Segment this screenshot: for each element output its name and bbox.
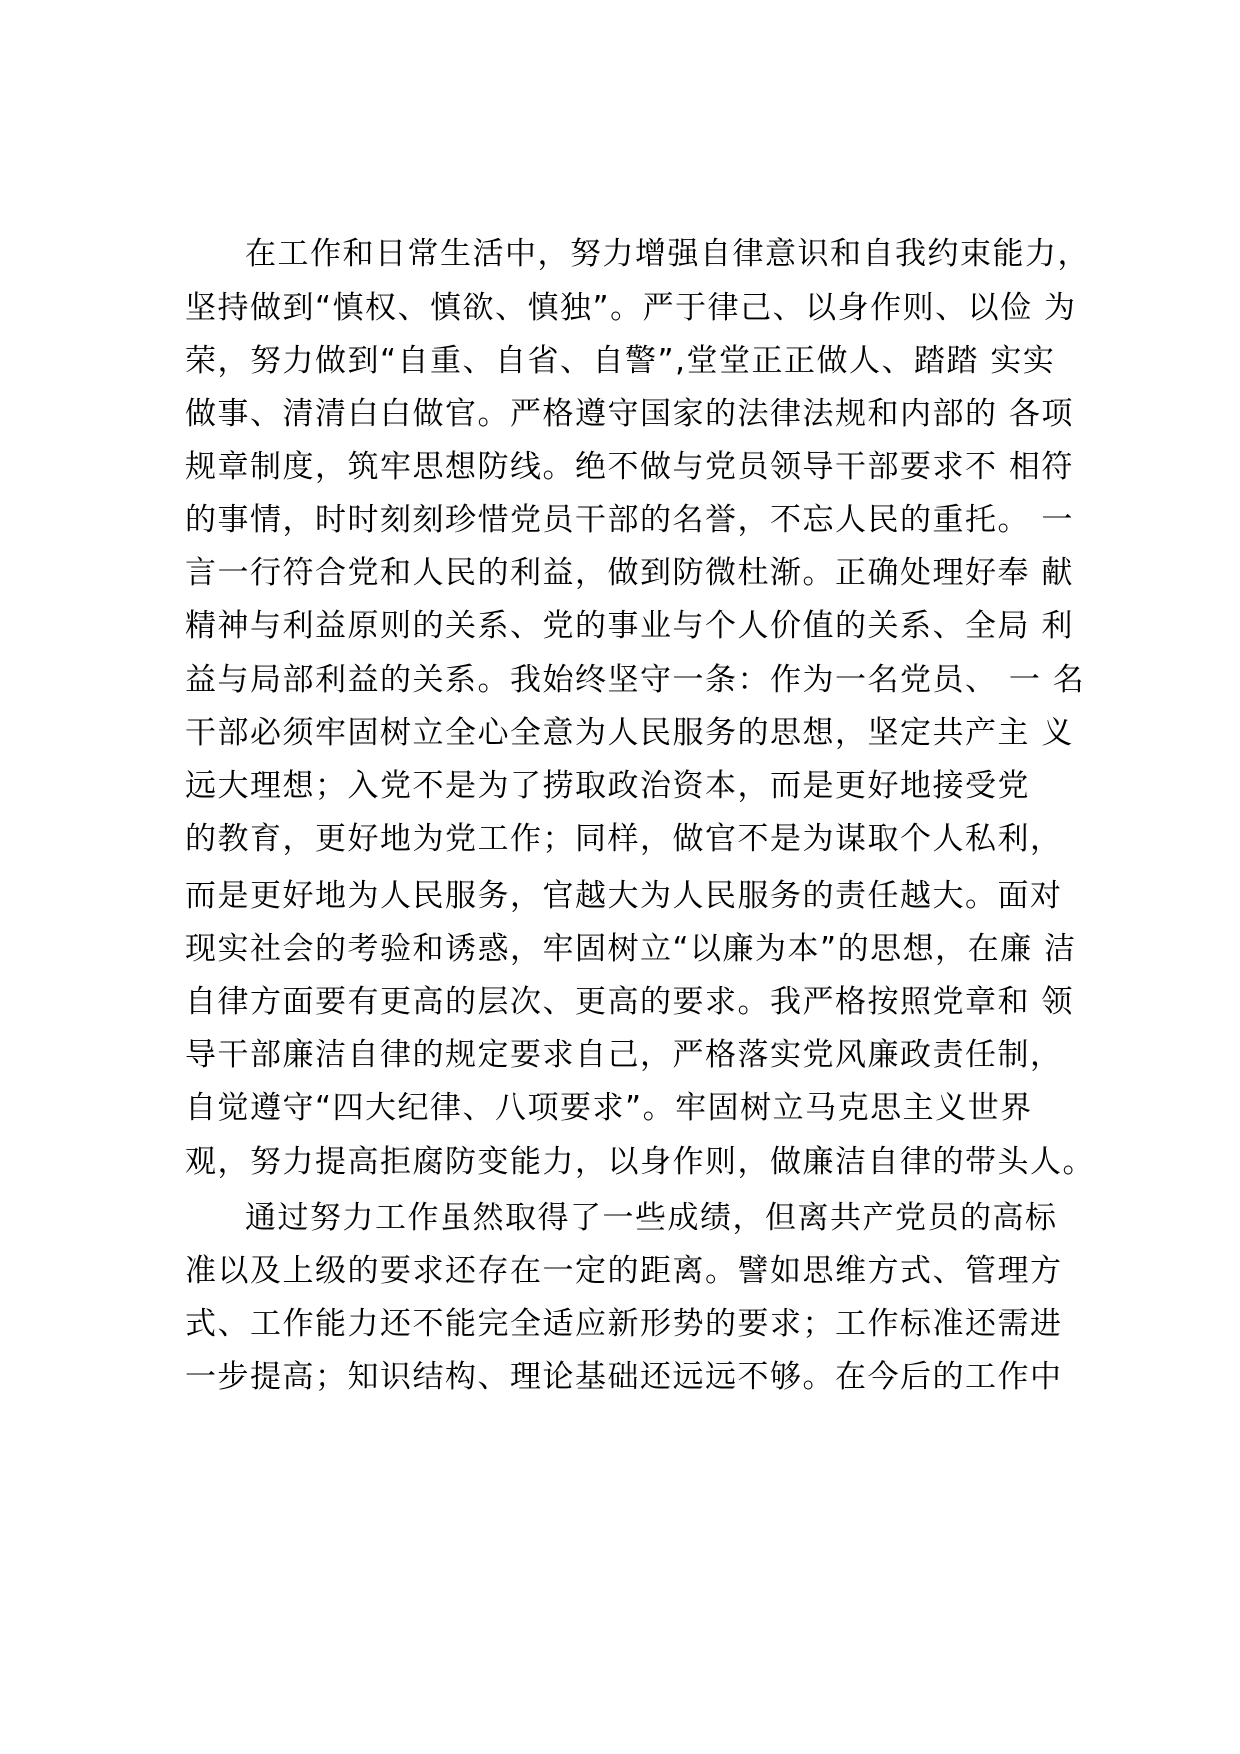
paragraph-1-line-17: 自觉遵守“四大纪律、八项要求”。牢固树立马克思主义世界 [185,1090,1033,1126]
paragraph-1-line-6: 的事情，时时刻刻珍惜党员干部的名誉，不忘人民的重托。 一 [185,502,1074,538]
paragraph-1-line-7: 言一行符合党和人民的利益，做到防微杜渐。正确处理好奉 献 [185,555,1074,591]
paragraph-1-line-13: 而是更好地为人民服务，官越大为人民服务的责任越大。面对 [185,878,1063,914]
paragraph-1-line-1: 在工作和日常生活中，努力增强自律意识和自我约束能力， [245,236,1090,272]
paragraph-2-line-2: 准以及上级的要求还存在一定的距离。譬如思维方式、管理方 [185,1253,1063,1289]
paragraph-1-line-5: 规章制度，筑牢思想防线。绝不做与党员领导干部要求不 相符 [185,449,1074,485]
paragraph-1-line-8: 精神与利益原则的关系、党的事业与个人价值的关系、全局 利 [185,608,1074,644]
paragraph-1-line-16: 导干部廉洁自律的规定要求自己，严格落实党风廉政责任制， [185,1037,1063,1073]
paragraph-1-line-3: 荣，努力做到“自重、自省、自警”,堂堂正正做人、踏踏 实实 [185,343,1056,379]
paragraph-1-line-9: 益与局部利益的关系。我始终坚守一条：作为一名党员、 一 名 [185,662,1086,698]
paragraph-2-line-3: 式、工作能力还不能完全适应新形势的要求；工作标准还需进 [185,1306,1063,1342]
paragraph-2-line-1: 通过努力工作虽然取得了一些成绩，但离共产党员的高标 [245,1200,1058,1236]
paragraph-1-line-2: 坚持做到“慎权、慎欲、慎独”。严于律己、以身作则、以俭 为 [185,290,1077,326]
paragraph-1-line-14: 现实社会的考验和诱惑，牢固树立“以廉为本”的思想，在廉 洁 [185,931,1077,967]
paragraph-1-line-10: 干部必须牢固树立全心全意为人民服务的思想，坚定共产主 义 [185,715,1074,751]
paragraph-1-line-15: 自律方面要有更高的层次、更高的要求。我严格按照党章和 领 [185,984,1074,1020]
paragraph-1-line-12: 的教育，更好地为党工作；同样，做官不是为谋取个人私利， [185,821,1063,857]
paragraph-1-line-11: 远大理想；入党不是为了捞取政治资本，而是更好地接受党 [185,768,1030,804]
paragraph-1-line-4: 做事、清清白白做官。严格遵守国家的法律法规和内部的 各项 [185,396,1074,432]
paragraph-2-line-4: 一步提高；知识结构、理论基础还远远不够。在今后的工作中 [185,1359,1063,1395]
paragraph-1-line-18: 观，努力提高拒腐防变能力，以身作则，做廉洁自律的带头人。 [185,1144,1095,1180]
